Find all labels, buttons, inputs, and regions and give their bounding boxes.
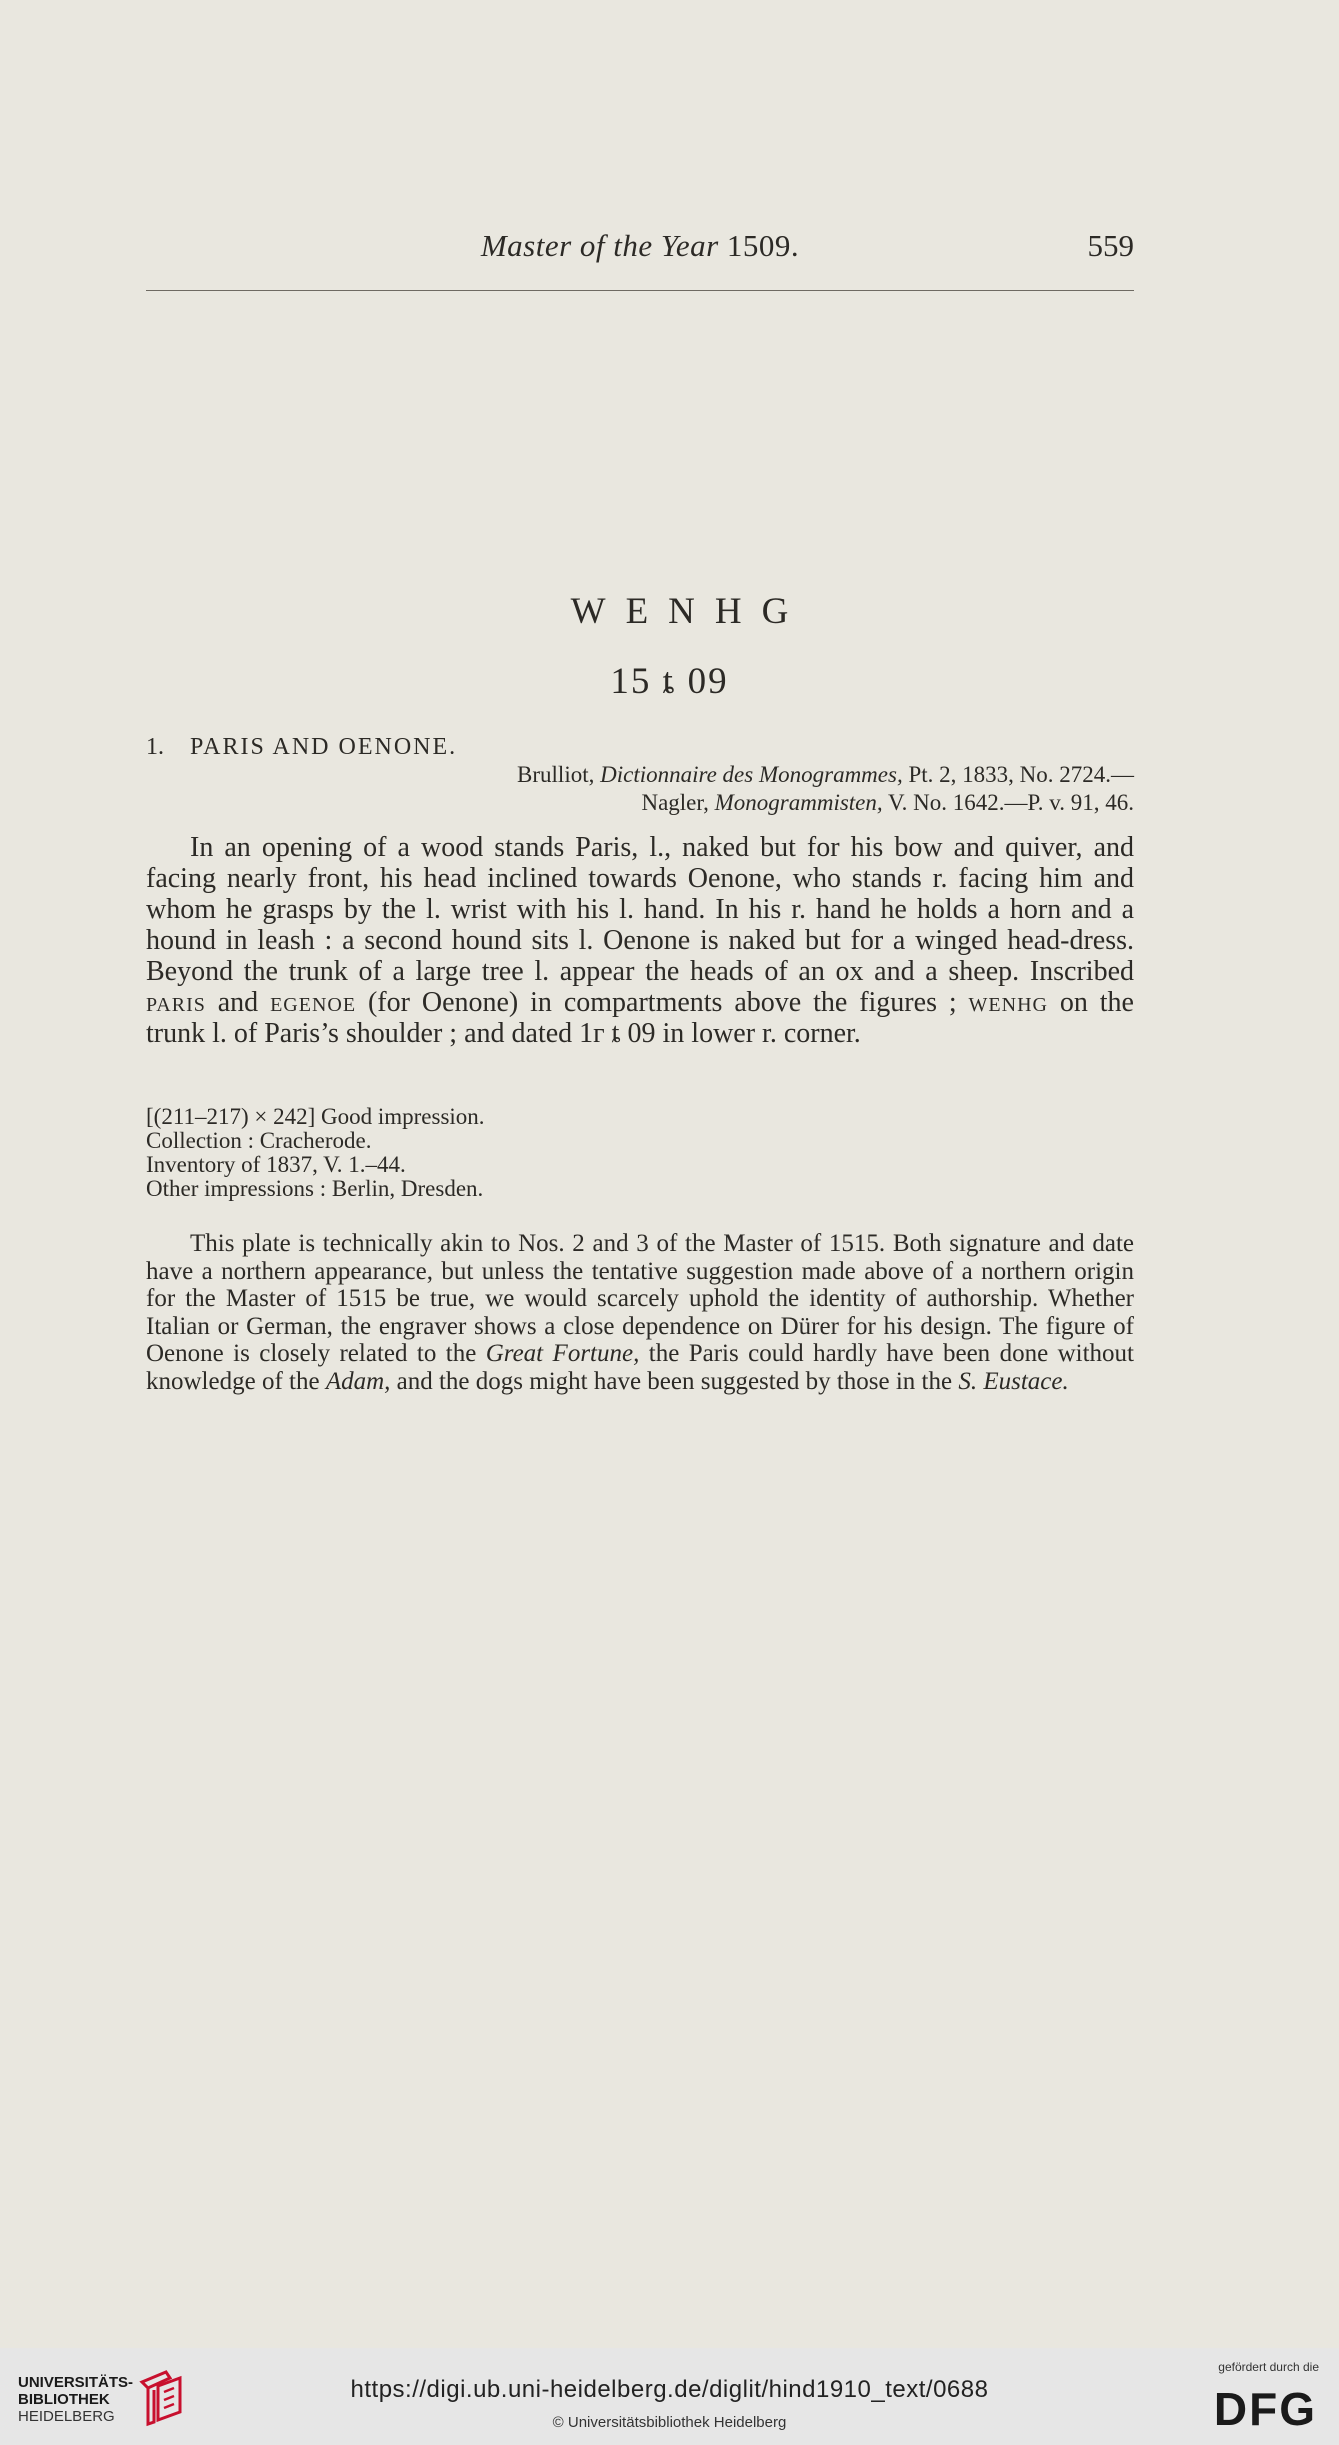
permalink-url[interactable]: https://digi.ub.uni-heidelberg.de/diglit/hind1910_text/0688 — [350, 2376, 989, 2403]
comment-eustace: S. Eustace. — [958, 1367, 1069, 1395]
comment-adam: Adam, — [325, 1367, 391, 1395]
inscription-date: 1ᴦ ȶ 09 — [579, 1018, 656, 1049]
page-number: 559 — [1087, 228, 1134, 263]
running-title-text: Master of the Year — [480, 228, 719, 263]
ref2-prefix: Nagler, — [641, 790, 715, 815]
inscription-paris: paris — [146, 987, 206, 1018]
ref2-title: Monogrammisten, — [714, 790, 883, 815]
digitization-footer — [0, 2348, 1339, 2445]
reference-brulliot — [146, 761, 1134, 789]
catalogue-entry — [146, 734, 1134, 817]
reference-nagler — [146, 789, 1134, 817]
description-and: and — [205, 987, 271, 1018]
comment-great-fortune: Great Fortune, — [485, 1340, 640, 1367]
description-text-4: in lower r. corner. — [655, 1018, 861, 1049]
description-text-3: on the trunk l. of Paris’s shoulder ; and dated — [146, 987, 1134, 1049]
comment-text-3: and the dogs might have been suggested by those in the — [390, 1367, 959, 1395]
description-text-2: (for Oenone) in compartments above the figures ; — [356, 987, 969, 1018]
entry-heading — [146, 734, 1134, 761]
comment-text-1: This plate is technically akin to Nos. 2 and 3 of the Master of 1515. Both signature and date have a northern appearance, but unless the tentative suggestion made above of a northern origin for the Master of 1515 be true, we would scarcely uphold the identity of authorship. Whether Italian or German, the engraver shows a close dependence on Dürer for his design. The figure of Oenone is closely related to the — [146, 1230, 1134, 1367]
meta-other-impressions: Other impressions : Berlin, Dresden. — [146, 1176, 484, 1201]
ref1-title: Dictionnaire des Monogrammes, — [600, 762, 903, 787]
meta-size: [(211–217) × 242] Good impression. — [146, 1104, 485, 1129]
dfg-logo[interactable]: DFG — [1213, 2383, 1317, 2435]
description-text-1: In an opening of a wood stands Paris, l., naked but for his bow and quiver, and facing nearly front, his head inclined towards Oenone, who stands r. facing him and whom he grasps by the l. wrist with his l. hand. In his r. hand he holds a horn and a hound in leash : a second hound sits l. Oenone is naked but for a winged head-dress. Beyond the trunk of a large tree l. appear the heads of an ox and a sheep. Inscribed — [146, 832, 1134, 987]
library-name-line1: UNIVERSITÄTS- — [18, 2374, 134, 2391]
date-mark: 15 ȶ 09 — [610, 661, 729, 702]
header-rule — [146, 290, 1134, 291]
running-head — [146, 228, 1134, 272]
comment-text-2: the Paris could hardly have been done without knowledge of the — [146, 1340, 1134, 1395]
monogram-heading: WENHG — [570, 591, 809, 632]
impression-metadata — [146, 1105, 1134, 1201]
meta-collection: Collection : Cracherode. — [146, 1128, 372, 1153]
copyright-notice: © Universitätsbibliothek Heidelberg — [552, 2414, 787, 2431]
running-title-year: 1509. — [726, 228, 800, 263]
entry-number: 1. — [146, 734, 164, 760]
library-name-line3: HEIDELBERG — [18, 2408, 115, 2425]
running-title — [146, 228, 1134, 264]
ref2-suffix: V. No. 1642.—P. v. 91, 46. — [882, 790, 1134, 815]
description-paragraph — [146, 832, 1134, 1049]
inscription-egenoe: egenoe — [270, 987, 357, 1018]
library-name-line2: BIBLIOTHEK — [18, 2391, 110, 2408]
inscription-wenhg: wenhg — [968, 987, 1048, 1018]
ref1-prefix: Brulliot, — [517, 762, 601, 787]
meta-inventory: Inventory of 1837, V. 1.–44. — [146, 1152, 406, 1177]
ref1-suffix: Pt. 2, 1833, No. 2724.— — [902, 762, 1134, 787]
commentary-paragraph — [146, 1230, 1134, 1395]
funded-by-label: gefördert durch die — [1218, 2360, 1319, 2374]
entry-title: PARIS AND OENONE. — [190, 734, 458, 760]
